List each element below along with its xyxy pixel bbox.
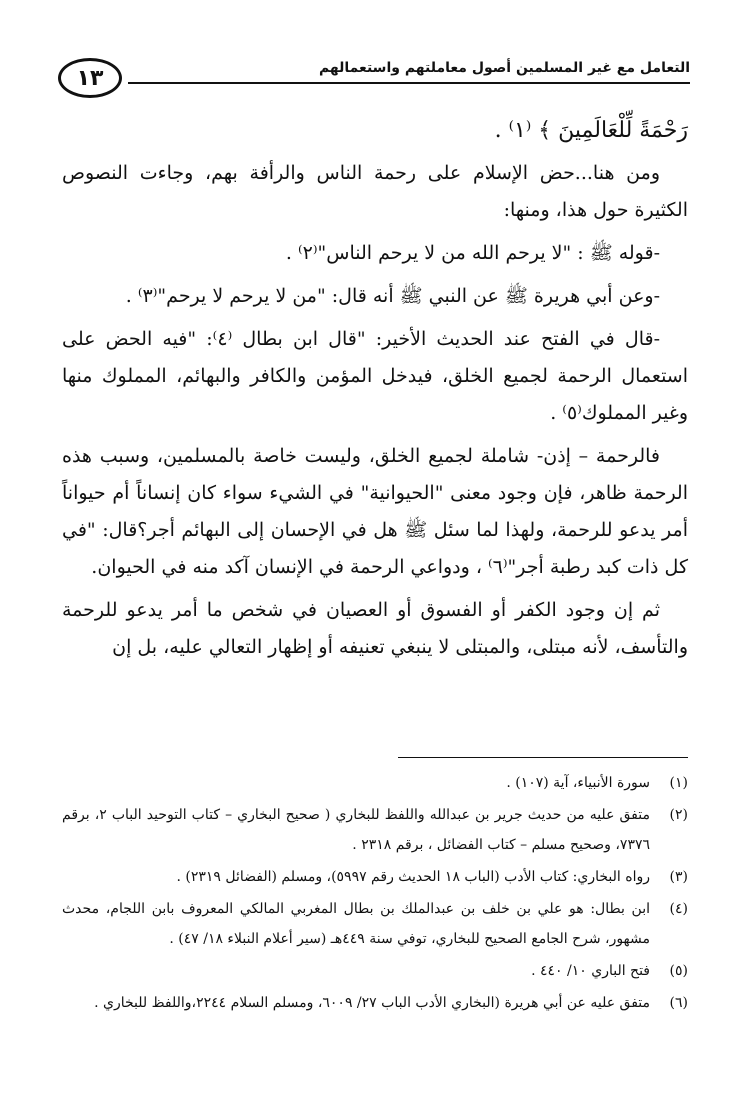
hadith-item-3: -قال في الفتح عند الحديث الأخير: "قال ابن بطال ⁽٤⁾: "فيه الحض على استعمال الرحمة لجميع الخلق، فيدخل المؤمن والكافر والبهائم، المملوك منها وغير المملوك⁽٥⁾ . <box>62 328 688 424</box>
paragraph-1: ومن هنا...حض الإسلام على رحمة الناس والرأفة بهم، وجاءت النصوص الكثيرة حول هذا، ومنها: <box>62 162 688 221</box>
footnote-number: (٦) <box>669 995 688 1011</box>
footnote <box>62 800 688 860</box>
footnote-number: (٢) <box>669 807 688 823</box>
paragraph-3: ثم إن وجود الكفر أو الفسوق أو العصيان في شخص ما أمر يدعو للرحمة والتأسف، لأنه مبتلى، والمبتلى لا ينبغي تعنيفه أو إظهار التعالي عليه، بل إن <box>62 599 688 658</box>
main-text <box>62 112 688 672</box>
footnote-text: رواه البخاري: كتاب الأدب (الباب ١٨ الحديث رقم ٥٩٩٧)، ومسلم (الفضائل ٢٣١٩) . <box>176 869 650 885</box>
footnote <box>62 768 688 798</box>
paragraph-2: فالرحمة – إذن- شاملة لجميع الخلق، وليست خاصة بالمسلمين، وسبب هذه الرحمة ظاهر، فإن وجود معنى "الحيوانية" في الشيء سواء كان إنساناً أم حيواناً أمر يدعو للرحمة، ولهذا لما سئل ﷺ هل في الإحسان إلى البهائم أجر؟قال: "في كل ذات كبد رطبة أجر"⁽٦⁾ ، ودواعي الرحمة في الإنسان آكد منه في الحيوان. <box>62 445 688 578</box>
footnote-text: متفق عليه عن أبي هريرة (البخاري الأدب الباب ٢٧/ ٦٠٠٩، ومسلم السلام ٢٢٤٤،واللفظ للبخاري . <box>94 995 650 1011</box>
footnote-number: (٤) <box>669 901 688 917</box>
footnote-text: سورة الأنبياء، آية (١٠٧) . <box>506 775 650 791</box>
footnote-text: ابن بطال: هو علي بن خلف بن عبدالملك بن بطال المغربي المالكي المعروف بابن اللجام، محدث مشهور، شرح الجامع الصحيح للبخاري، توفي سنة ٤٤٩هـ (سير أعلام النبلاء ١٨/ ٤٧) . <box>62 901 650 947</box>
footnote <box>62 862 688 892</box>
page-number: ١٣ <box>58 58 122 98</box>
footnote <box>62 988 688 1018</box>
footnote <box>62 956 688 986</box>
footnote-number: (٣) <box>669 869 688 885</box>
footnotes <box>62 768 688 1020</box>
footnote-number: (١) <box>669 775 688 791</box>
page-header <box>58 50 690 110</box>
header-rule <box>128 82 690 84</box>
footnote-separator <box>398 757 688 758</box>
running-title: التعامل مع غير المسلمين أصول معاملتهم واستعمالهم <box>318 60 690 76</box>
hadith-item-2: -وعن أبي هريرة ﷺ عن النبي ﷺ أنه قال: "من لا يرحم لا يرحم"⁽٣⁾ . <box>125 285 660 307</box>
quran-verse-line: رَحْمَةً لِّلْعَالَمِينَ ﴾ ⁽١⁾ . <box>494 118 688 143</box>
hadith-item-1: -قوله ﷺ : "لا يرحم الله من لا يرحم الناس"⁽٢⁾ . <box>285 242 660 264</box>
footnote-number: (٥) <box>669 963 688 979</box>
footnote-text: متفق عليه من حديث جرير بن عبدالله واللفظ للبخاري ( صحيح البخاري – كتاب التوحيد الباب ٢، برقم ٧٣٧٦، وصحيح مسلم – كتاب الفضائل ، برقم ٢٣١٨ . <box>62 807 650 853</box>
footnote <box>62 894 688 954</box>
footnote-text: فتح الباري ١٠/ ٤٤٠ . <box>531 963 650 979</box>
